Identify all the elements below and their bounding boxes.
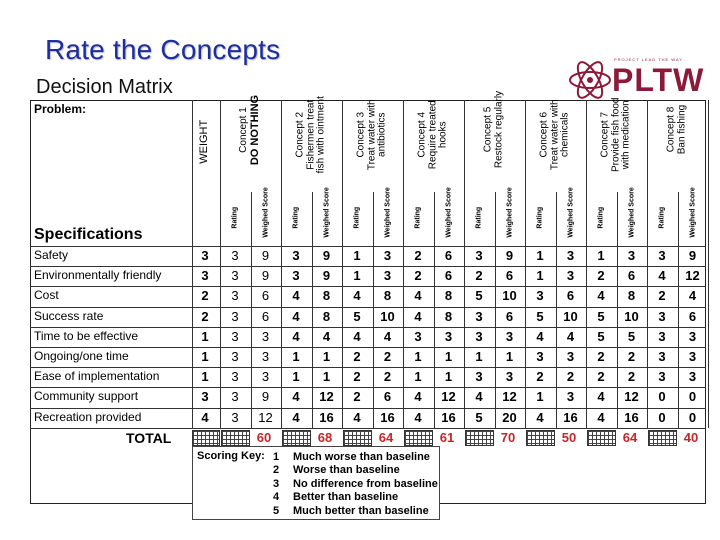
rating-cell: 1 [414, 349, 422, 364]
weighted-score-cell: 9 [688, 248, 697, 263]
scoring-key-number: 4 [273, 491, 280, 504]
grid-hline [30, 428, 706, 429]
weighted-score-cell: 2 [566, 369, 575, 385]
total-hatch [465, 430, 494, 446]
rating-cell: 3 [231, 248, 239, 263]
rating-cell: 5 [597, 328, 605, 344]
concept-header [295, 92, 327, 178]
weighted-score-cell: 2 [383, 349, 392, 364]
scoring-key-text: No difference from baseline [293, 477, 438, 490]
weighted-score-cell: 8 [444, 288, 453, 304]
total-hatch [221, 430, 250, 446]
total-value: 64 [378, 430, 394, 445]
problem-label: Problem: [34, 102, 87, 116]
rating-cell: 3 [231, 288, 239, 304]
rating-cell: 2 [414, 268, 422, 284]
grid-hline [30, 408, 706, 409]
weighted-score-cell: 3 [566, 349, 575, 364]
total-hatch [282, 430, 311, 446]
concept-description-cont: chemicals [559, 112, 571, 157]
total-value: 68 [317, 430, 333, 445]
weighted-score-cell: 5 [627, 328, 636, 344]
weighted-score-cell: 6 [505, 308, 514, 324]
rating-cell: 1 [353, 248, 361, 263]
grid-vline [342, 100, 343, 428]
logo-tagline: PROJECT LEAD THE WAY [614, 57, 683, 62]
total-hatch [587, 430, 616, 446]
rating-cell: 4 [414, 409, 422, 425]
weighted-score-cell: 1 [444, 349, 453, 364]
weighted-score-cell: 6 [505, 268, 514, 284]
rating-cell: 4 [292, 288, 300, 304]
weight-value: 2 [201, 288, 209, 304]
weighted-score-subheader: Weighed Score [444, 187, 452, 238]
rating-cell: 4 [475, 389, 483, 405]
spec-row-label: Community support [34, 389, 139, 404]
total-value: 40 [683, 430, 699, 445]
weighted-score-cell: 2 [383, 369, 392, 385]
scoring-key [192, 446, 440, 520]
weighted-score-cell: 6 [566, 288, 575, 304]
weighted-score-cell: 3 [261, 349, 270, 364]
weighted-score-cell: 12 [441, 389, 456, 405]
weighted-score-cell: 8 [444, 308, 453, 324]
weighted-score-cell: 1 [505, 349, 514, 364]
grid-vline [220, 100, 221, 428]
rating-cell: 1 [597, 248, 605, 263]
scoring-key-text: Much worse than baseline [293, 451, 430, 463]
weighted-score-cell: 3 [688, 328, 697, 344]
concept-description: Treat water with [548, 99, 560, 171]
grid-hline [30, 367, 706, 368]
rating-cell: 3 [475, 369, 483, 385]
scoring-key-text: Better than baseline [293, 491, 399, 504]
rating-cell: 5 [475, 409, 483, 425]
weighted-score-cell: 3 [505, 369, 514, 385]
scoring-key-title: Scoring Key: [197, 450, 265, 462]
weighted-score-cell: 16 [441, 409, 456, 425]
concept-description: Provide fish food [609, 97, 621, 172]
concept-header [539, 92, 571, 178]
weighted-score-cell: 4 [322, 328, 331, 344]
rating-subheader: Rating [597, 206, 605, 229]
weighted-score-cell: 10 [380, 308, 395, 324]
weighted-score-subheader: Weighed Score [322, 187, 330, 238]
rating-cell: 3 [475, 328, 483, 344]
concept-header [239, 87, 261, 173]
concept-description: Require treated [426, 100, 438, 170]
rating-cell: 3 [475, 248, 483, 263]
weighted-score-subheader: Weighed Score [627, 187, 635, 238]
weighted-score-cell: 8 [322, 288, 331, 304]
rating-subheader: Rating [475, 206, 483, 229]
weighted-score-cell: 0 [688, 409, 697, 425]
weighted-score-cell: 6 [261, 288, 270, 304]
rating-subheader: Rating [414, 206, 422, 229]
weighted-score-subheader: Weighed Score [688, 187, 696, 238]
weighted-score-cell: 16 [624, 409, 639, 425]
rating-cell: 3 [658, 328, 666, 344]
rating-cell: 4 [292, 389, 300, 405]
concept-number: Concept 6 [538, 111, 550, 158]
grid-vline [708, 100, 709, 428]
grid-hline [30, 246, 706, 247]
weighted-score-cell: 6 [627, 268, 636, 284]
weighted-score-cell: 8 [383, 288, 392, 304]
spec-row-label: Safety [34, 248, 69, 262]
rating-cell: 3 [658, 369, 666, 385]
decision-matrix [30, 74, 706, 522]
rating-subheader: Rating [353, 206, 361, 229]
weighted-score-cell: 3 [688, 349, 697, 364]
rating-cell: 2 [353, 369, 361, 385]
rating-cell: 4 [414, 288, 422, 304]
rating-cell: 3 [231, 328, 239, 344]
rating-cell: 2 [536, 369, 544, 385]
weighted-score-subheader: Weighed Score [566, 187, 574, 238]
scoring-key-item [273, 451, 430, 463]
concept-description: Fishermen treat [304, 99, 316, 170]
weighted-score-cell: 3 [627, 248, 636, 263]
total-hatch [192, 430, 220, 446]
rating-cell: 4 [292, 409, 300, 425]
rating-cell: 3 [231, 349, 239, 364]
total-value: 61 [439, 430, 455, 445]
rating-cell: 4 [353, 409, 361, 425]
rating-cell: 3 [231, 268, 239, 284]
spec-row-label: Recreation provided [34, 409, 142, 424]
weighted-score-cell: 3 [566, 389, 575, 405]
concept-description-cont: with medication [620, 100, 632, 170]
weight-value: 1 [201, 328, 209, 344]
rating-cell: 1 [292, 349, 300, 364]
rating-cell: 2 [658, 288, 666, 304]
scoring-key-item [273, 491, 398, 503]
slide-title: Rate the Concepts [45, 34, 281, 65]
weighted-score-cell: 10 [502, 288, 517, 304]
grid-hline [30, 266, 706, 267]
concept-description-cont: fish with ointment [315, 96, 327, 174]
weighted-score-cell: 6 [444, 268, 453, 284]
weighted-score-cell: 4 [383, 328, 392, 344]
weighted-score-cell: 20 [502, 409, 517, 425]
rating-cell: 5 [353, 308, 361, 324]
weighted-score-cell: 12 [685, 268, 700, 284]
weighted-score-cell: 16 [563, 409, 578, 425]
rating-cell: 5 [536, 308, 544, 324]
total-value: 50 [561, 430, 577, 445]
rating-cell: 1 [292, 369, 300, 385]
total-value: 70 [500, 430, 516, 445]
weighted-score-cell: 3 [505, 328, 514, 344]
rating-cell: 2 [475, 268, 483, 284]
grid-hline [30, 387, 706, 388]
spec-row-label: Ongoing/one time [34, 349, 129, 363]
rating-cell: 5 [597, 308, 605, 324]
concept-header [600, 92, 632, 178]
grid-hline [30, 307, 706, 308]
weighted-score-cell: 4 [688, 288, 697, 304]
weight-value: 3 [201, 248, 209, 263]
weighted-score-subheader: Weighed Score [261, 187, 269, 238]
rating-subheader: Rating [536, 206, 544, 229]
concept-number: Concept 7 [599, 111, 611, 158]
rating-cell: 4 [414, 389, 422, 405]
grid-hline [30, 327, 706, 328]
rating-cell: 3 [231, 409, 239, 425]
rating-cell: 3 [414, 328, 422, 344]
grid-vline [556, 192, 557, 428]
concept-header [356, 92, 388, 178]
rating-cell: 2 [353, 389, 361, 405]
matrix-title: Decision Matrix [36, 76, 173, 98]
rating-cell: 1 [536, 248, 544, 263]
concept-description-cont: hooks [437, 121, 449, 149]
concept-number: Concept 5 [482, 106, 494, 153]
concept-description-cont: antibiotics [376, 112, 388, 157]
weighted-score-cell: 3 [383, 268, 392, 284]
rating-cell: 3 [231, 389, 239, 405]
rating-cell: 3 [536, 288, 544, 304]
rating-cell: 3 [292, 248, 300, 263]
rating-cell: 2 [414, 248, 422, 263]
grid-vline [373, 192, 374, 428]
grid-vline [525, 100, 526, 428]
rating-subheader: Rating [658, 206, 666, 229]
rating-cell: 4 [292, 328, 300, 344]
weight-value: 3 [201, 389, 209, 405]
spec-row-label: Cost [34, 288, 59, 303]
rating-cell: 1 [414, 369, 422, 385]
weighted-score-cell: 2 [627, 349, 636, 364]
grid-hline [30, 286, 706, 287]
rating-cell: 4 [658, 268, 666, 284]
rating-cell: 3 [658, 248, 666, 263]
weighted-score-cell: 12 [319, 389, 334, 405]
weight-value: 1 [201, 369, 209, 385]
weighted-score-cell: 9 [261, 248, 270, 263]
scoring-key-text: Worse than baseline [293, 464, 400, 477]
weighted-score-cell: 4 [566, 328, 575, 344]
concept-header [417, 92, 449, 178]
weight-value: 3 [201, 268, 209, 284]
weighted-score-subheader: Weighed Score [505, 187, 513, 238]
weighted-score-cell: 3 [261, 328, 270, 344]
rating-cell: 0 [658, 409, 666, 425]
scoring-key-number: 1 [273, 451, 280, 463]
spec-row-label: Ease of implementation [34, 369, 160, 384]
rating-cell: 4 [597, 409, 605, 425]
weighted-score-cell: 12 [258, 409, 273, 425]
weighted-score-cell: 8 [322, 308, 331, 324]
rating-cell: 5 [475, 288, 483, 304]
spec-row-label: Time to be effective [34, 328, 139, 343]
scoring-key-number: 2 [273, 464, 280, 477]
scoring-key-number: 3 [273, 477, 280, 490]
concept-description: Ban fishing [676, 104, 687, 155]
rating-cell: 4 [597, 389, 605, 405]
rating-cell: 2 [597, 369, 605, 385]
rating-cell: 2 [597, 268, 605, 284]
weighted-score-cell: 3 [261, 369, 270, 385]
weighted-score-cell: 9 [261, 268, 270, 284]
weighted-score-cell: 9 [322, 248, 331, 263]
concept-header [484, 87, 505, 173]
scoring-key-text: Much better than baseline [293, 504, 429, 517]
rating-cell: 3 [292, 268, 300, 284]
rating-cell: 3 [231, 308, 239, 324]
total-value: 60 [256, 430, 272, 445]
rating-cell: 2 [353, 349, 361, 364]
weighted-score-cell: 9 [261, 389, 270, 405]
spec-row-label: Environmentally friendly [34, 268, 162, 283]
rating-cell: 4 [353, 288, 361, 304]
weighted-score-subheader: Weighed Score [383, 187, 391, 238]
weight-value: 2 [201, 308, 209, 324]
weighted-score-cell: 3 [688, 369, 697, 385]
weighted-score-cell: 1 [322, 369, 331, 385]
total-label: TOTAL [126, 430, 172, 446]
weighted-score-cell: 3 [566, 248, 575, 263]
rating-cell: 1 [475, 349, 483, 364]
scoring-key-item [273, 505, 429, 517]
weighted-score-cell: 9 [505, 248, 514, 263]
rating-cell: 3 [658, 349, 666, 364]
weighted-score-cell: 1 [444, 369, 453, 385]
rating-subheader: Rating [231, 206, 239, 229]
weighted-score-cell: 6 [444, 248, 453, 263]
grid-vline [281, 100, 282, 428]
weight-value: 4 [201, 409, 209, 425]
grid-vline [617, 192, 618, 428]
grid-vline [678, 192, 679, 428]
concept-number: Concept 3 [355, 111, 367, 158]
total-hatch [343, 430, 372, 446]
grid-vline [403, 100, 404, 428]
weighted-score-cell: 12 [502, 389, 517, 405]
concept-header [667, 87, 688, 173]
weighted-score-cell: 16 [319, 409, 334, 425]
weighted-score-cell: 1 [322, 349, 331, 364]
concept-number: Concept 2 [294, 111, 306, 158]
grid-vline [192, 100, 193, 428]
scoring-key-item [273, 478, 438, 490]
rating-cell: 4 [353, 328, 361, 344]
concept-description: DO NOTHING [248, 94, 261, 166]
concept-number: Concept 4 [416, 111, 428, 158]
weighted-score-cell: 10 [624, 308, 639, 324]
weighted-score-cell: 6 [383, 389, 392, 405]
total-hatch [404, 430, 433, 446]
rating-cell: 4 [536, 328, 544, 344]
weighted-score-cell: 8 [627, 288, 636, 304]
total-hatch [526, 430, 555, 446]
grid-vline [586, 100, 587, 428]
concept-number: Concept 8 [665, 106, 677, 153]
concept-description: Treat water with [365, 99, 377, 171]
rating-cell: 4 [414, 308, 422, 324]
grid-vline [647, 100, 648, 428]
concept-number: Concept 1 [237, 107, 249, 153]
weighted-score-cell: 10 [563, 308, 578, 324]
specifications-label: Specifications [34, 226, 143, 243]
logo-text: PLTW [612, 62, 705, 98]
weighted-score-cell: 6 [261, 308, 270, 324]
rating-cell: 0 [658, 389, 666, 405]
rating-cell: 3 [536, 349, 544, 364]
grid-vline [495, 192, 496, 428]
weight-value: 1 [201, 349, 209, 364]
rating-cell: 4 [597, 288, 605, 304]
weighted-score-cell: 0 [688, 389, 697, 405]
grid-vline [251, 192, 252, 428]
rating-cell: 1 [536, 268, 544, 284]
grid-vline [464, 100, 465, 428]
weighted-score-cell: 6 [688, 308, 697, 324]
total-hatch [648, 430, 677, 446]
rating-cell: 1 [353, 268, 361, 284]
scoring-key-number: 5 [273, 504, 280, 517]
scoring-key-item [273, 464, 400, 476]
weight-header: WEIGHT [198, 119, 211, 164]
weighted-score-cell: 3 [383, 248, 392, 263]
grid-hline [30, 347, 706, 348]
rating-cell: 4 [292, 308, 300, 324]
weighted-score-cell: 2 [627, 369, 636, 385]
weighted-score-cell: 3 [566, 268, 575, 284]
rating-cell: 2 [597, 349, 605, 364]
rating-cell: 4 [536, 409, 544, 425]
weighted-score-cell: 16 [380, 409, 395, 425]
spec-row-label: Success rate [34, 308, 104, 323]
total-value: 64 [622, 430, 638, 445]
weighted-score-cell: 12 [624, 389, 639, 405]
weighted-score-cell: 3 [444, 328, 453, 344]
grid-vline [434, 192, 435, 428]
concept-description: Restock regularly [493, 90, 504, 169]
rating-cell: 1 [536, 389, 544, 405]
weighted-score-cell: 9 [322, 268, 331, 284]
rating-cell: 3 [231, 369, 239, 385]
rating-cell: 3 [658, 308, 666, 324]
rating-subheader: Rating [292, 206, 300, 229]
grid-vline [312, 192, 313, 428]
rating-cell: 3 [475, 308, 483, 324]
